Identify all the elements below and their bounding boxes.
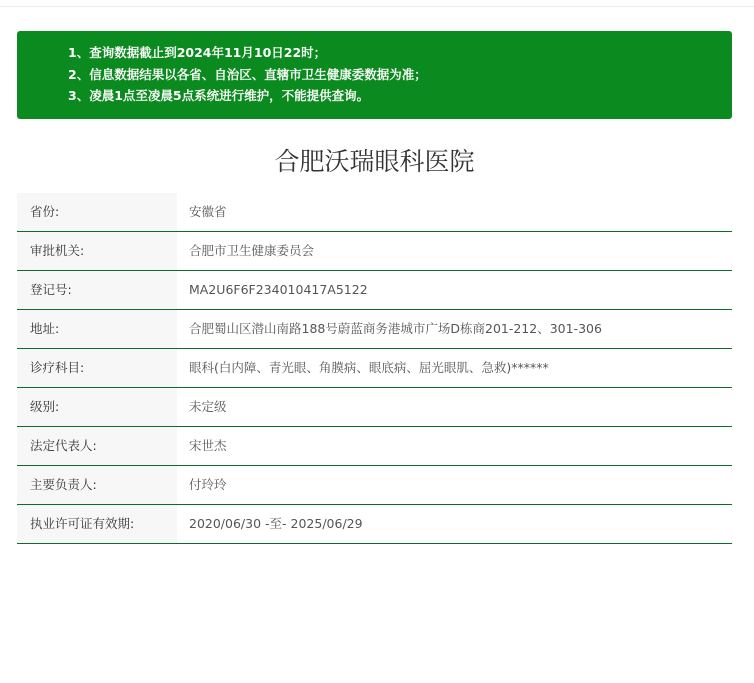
info-value: 合肥市卫生健康委员会 (189, 243, 315, 258)
notice-line-1: 1、查询数据截止到2024年11月10日22时； (68, 45, 327, 60)
info-row-registration-number (17, 271, 732, 310)
info-row-address (17, 310, 732, 349)
info-label: 主要负责人: (17, 466, 177, 504)
info-row-license-validity (17, 505, 732, 544)
info-value: 付玲玲 (189, 477, 227, 492)
info-label: 登记号: (17, 271, 177, 309)
info-label: 省份: (17, 193, 177, 231)
notice-line-3: 3、凌晨1点至凌晨5点系统进行维护，不能提供查询。 (68, 88, 370, 103)
info-label: 执业许可证有效期: (17, 505, 177, 543)
info-value: 2020/06/30 -至- 2025/06/29 (189, 516, 363, 531)
info-value: MA2U6F6F234010417A5122 (189, 282, 368, 297)
info-row-legal-representative (17, 427, 732, 466)
info-row-departments (17, 349, 732, 388)
info-label: 法定代表人: (17, 427, 177, 465)
notice-line-2: 2、信息数据结果以各省、自治区、直辖市卫生健康委数据为准； (68, 66, 427, 82)
hospital-name: 合肥沃瑞眼科医院 (274, 147, 475, 176)
info-label: 诊疗科目: (17, 349, 177, 387)
info-value: 安徽省 (189, 204, 227, 219)
notice-banner (17, 31, 732, 119)
info-value: 合肥蜀山区潜山南路188号蔚蓝商务港城市广场D栋商201-212、301-306 (189, 321, 602, 336)
info-value: 宋世杰 (189, 438, 227, 453)
info-row-approval-authority (17, 232, 732, 271)
info-row-level (17, 388, 732, 427)
hospital-info-table (17, 193, 732, 544)
info-row-principal (17, 466, 732, 505)
top-divider (0, 6, 754, 7)
info-row-province (17, 193, 732, 232)
info-label: 地址: (17, 310, 177, 348)
info-value: 未定级 (189, 399, 227, 414)
info-label: 级别: (17, 388, 177, 426)
info-label: 审批机关: (17, 232, 177, 270)
info-value: 眼科(白内障、青光眼、角膜病、眼底病、屈光眼肌、急救)****** (189, 360, 549, 375)
